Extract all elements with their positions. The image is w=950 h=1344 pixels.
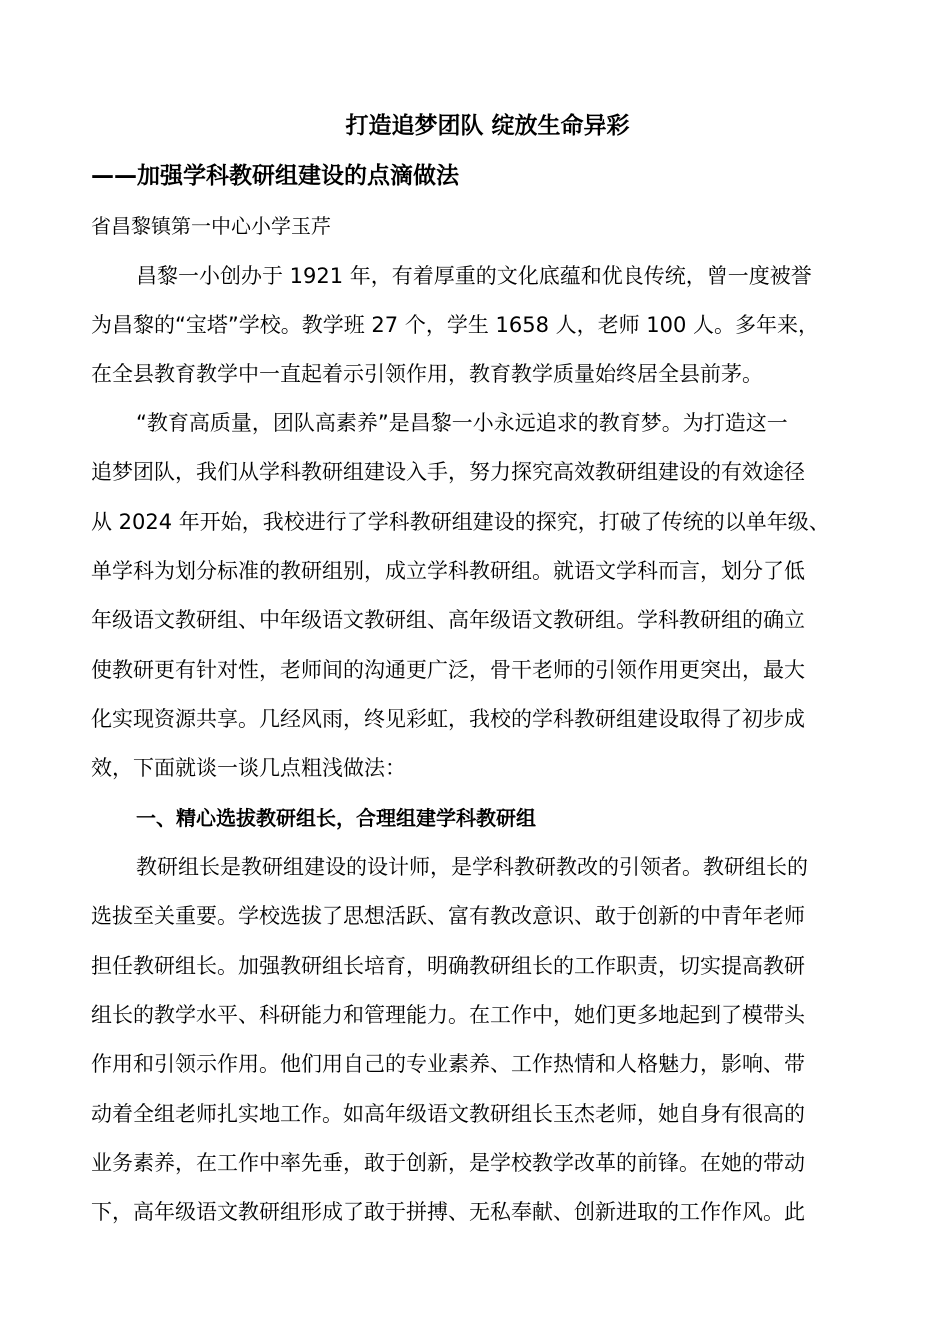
body-line: 选拔至关重要。学校选拔了思想活跃、富有教改意识、敢于创新的中青年老师 [91,904,805,928]
body-line: 昌黎一小创办于 1921 年，有着厚重的文化底蕴和优良传统，曾一度被誉 [136,264,812,288]
section-heading: 一、精心选拔教研组长，合理组建学科教研组 [136,806,536,830]
body-line: 单学科为划分标准的教研组别，成立学科教研组。就语文学科而言，划分了低 [91,559,805,583]
body-line: 为昌黎的“宝塔”学校。教学班 27 个，学生 1658 人，老师 100 人。多年来， [91,313,820,337]
body-line: 教研组长是教研组建设的设计师，是学科教研教改的引领者。教研组长的 [136,855,808,879]
body-line: 效，下面就谈一谈几点粗浅做法： [91,756,406,780]
body-line: 作用和引领示作用。他们用自己的专业素养、工作热情和人格魅力，影响、带 [91,1052,805,1076]
body-line: 在全县教育教学中一直起着示引领作用，教育教学质量始终居全县前茅。 [91,362,763,386]
body-line: 追梦团队，我们从学科教研组建设入手，努力探究高效教研组建设的有效途径 [91,460,805,484]
body-line: 化实现资源共享。几经风雨，终见彩虹，我校的学科教研组建设取得了初步成 [91,707,805,731]
document-title: 打造追梦团队 绽放生命异彩 [345,113,630,139]
body-line: 年级语文教研组、中年级语文教研组、高年级语文教研组。学科教研组的确立 [91,608,805,632]
body-line: “教育高质量，团队高素养”是昌黎一小永远追求的教育梦。为打造这一 [136,411,788,435]
body-line: 从 2024 年开始，我校进行了学科教研组建设的探究，打破了传统的以单年级、 [91,510,830,534]
body-line: 业务素养，在工作中率先垂，敢于创新，是学校教学改革的前锋。在她的带动 [91,1151,805,1175]
document-author: 省昌黎镇第一中心小学玉芹 [91,214,331,238]
body-line: 下，高年级语文教研组形成了敢于拼搏、无私奉献、创新进取的工作作风。此 [91,1200,805,1224]
body-line: 使教研更有针对性，老师间的沟通更广泛，骨干老师的引领作用更突出，最大 [91,658,805,682]
body-line: 动着全组老师扎实地工作。如高年级语文教研组长玉杰老师，她自身有很高的 [91,1102,805,1126]
document-subtitle: ——加强学科教研组建设的点滴做法 [91,163,459,189]
body-line: 组长的教学水平、科研能力和管理能力。在工作中，她们更多地起到了模带头 [91,1003,805,1027]
body-line: 担任教研组长。加强教研组长培育，明确教研组长的工作职责，切实提高教研 [91,954,805,978]
